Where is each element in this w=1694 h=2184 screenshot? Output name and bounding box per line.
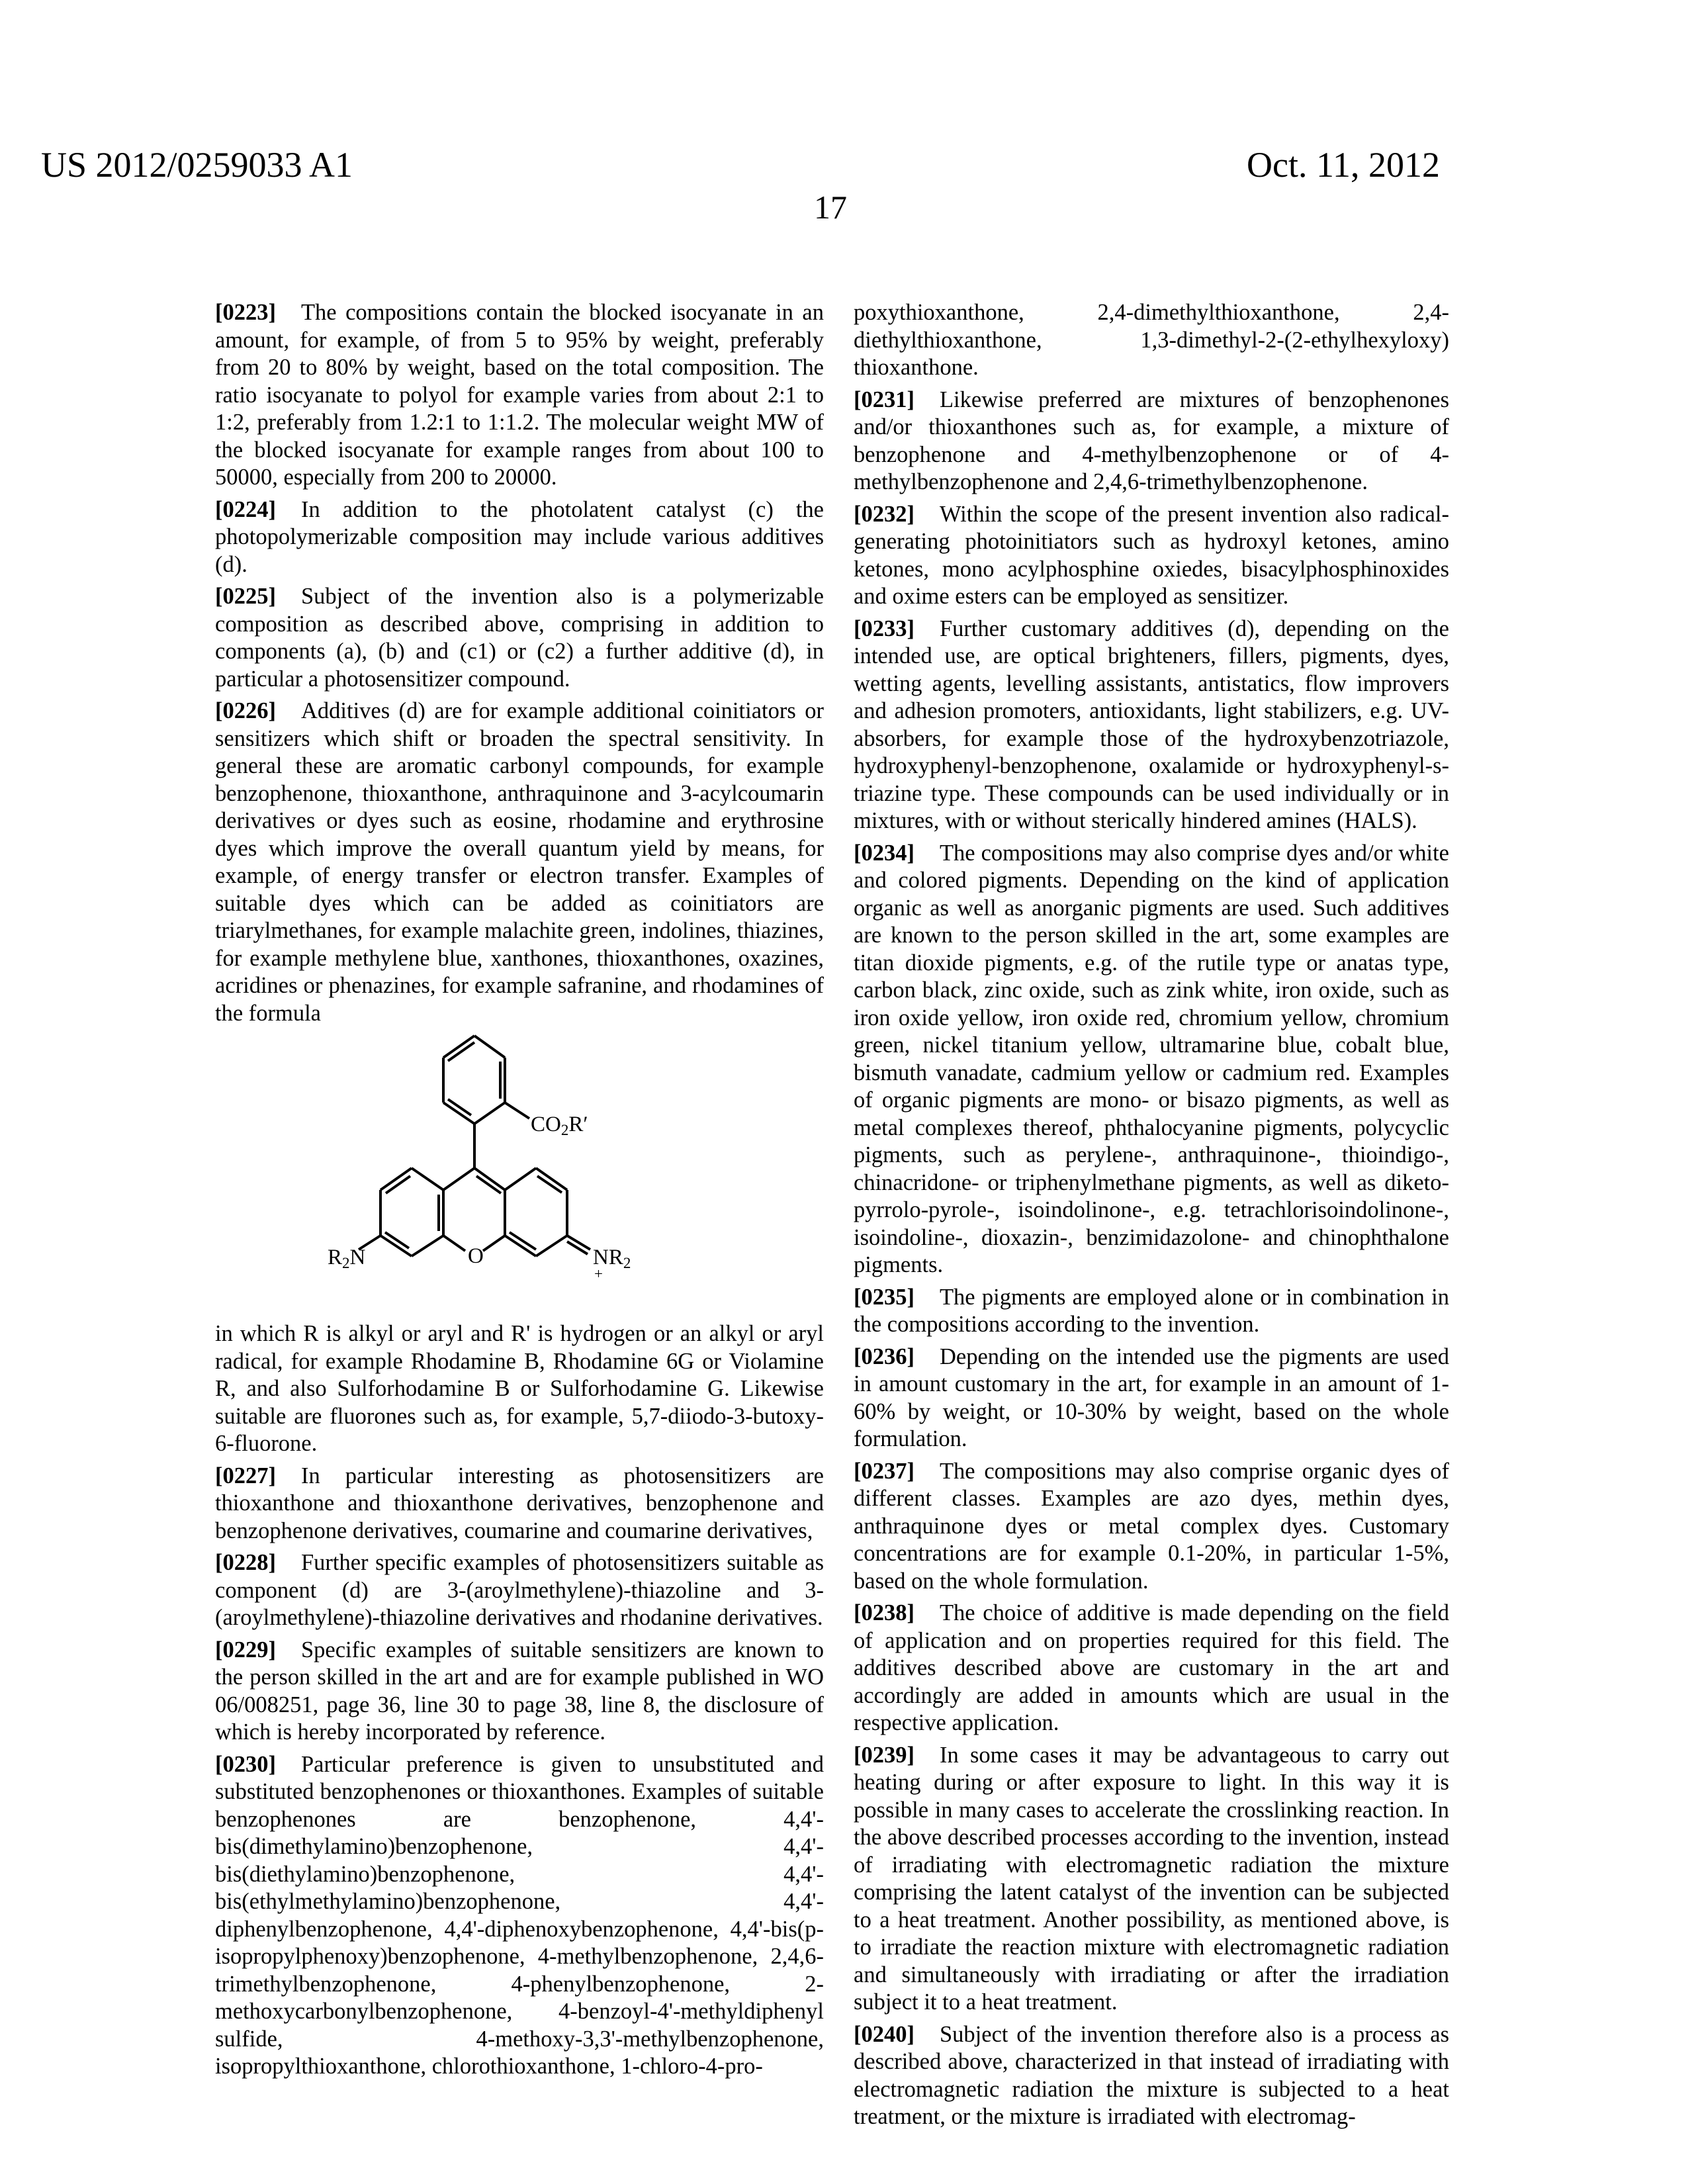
paragraph-number: [0227] (215, 1463, 276, 1488)
paragraph-number: [0224] (215, 497, 276, 522)
paragraph-number: [0235] (854, 1285, 914, 1310)
co2r-label: CO2R′ (531, 1113, 588, 1138)
paragraph-text: Particular preference is given to unsubstituted and substituted benzophenones or thioxanthones. Examples of suitable benzophenones are benzophenone, 4,4'-bis(dimethylamino)benzophenone, 4,4'-bis(diethylamino)benzophenone, 4,4'-bis(ethylmethylamino)benzophenone, 4,4'-diphenylbenzophenone, 4,4'-diphenoxybenzophenone, 4,4'-bis(p-isopropylphenoxy)benzophenone, 4-methylbenzophenone, 2,4,6-trimethylbenzophenone, 4-phenylbenzophenone, 2-methoxycarbonylbenzophenone, 4-benzoyl-4'-methyldiphenyl sulfide, 4-methoxy-3,3'-methylbenzophenone, isopropylthioxanthone, chlorothioxanthone, 1-chloro-4-pro- (215, 1752, 824, 2079)
paragraph-number: [0237] (854, 1459, 914, 1484)
paragraph-number: [0240] (854, 2022, 914, 2047)
paragraph-number: [0231] (854, 387, 914, 412)
paragraph-number: [0234] (854, 841, 914, 866)
paragraph-text: Subject of the invention also is a polymerizable composition as described above, comprising in addition to components (a), (b) and (c1) or (c2) a further additive (d), in particular a photosensitizer compound. (215, 584, 824, 692)
paragraph-number: [0239] (854, 1743, 914, 1768)
paragraph-text: Depending on the intended use the pigments are used in amount customary in the art, for example in an amount of 1-60% by weight, or 10-30% by weight, based on the whole formulation. (854, 1344, 1449, 1452)
paragraph (854, 1284, 1449, 1339)
paragraph (854, 1742, 1449, 2017)
paragraph-number: [0223] (215, 300, 276, 325)
paragraph-text: The choice of additive is made depending on the field of application and on properties required for this field. The additives described above are customary in the art and accordingly are added in amounts which are usual in the respective application. (854, 1600, 1449, 1735)
publication-date: Oct. 11, 2012 (1247, 144, 1440, 185)
paragraph-text: The compositions contain the blocked isocyanate in an amount, for example, of from 5 to 95% by weight, preferably from 20 to 80% by weight, based on the total composition. The ratio isocyanate to polyol for example varies from about 2:1 to 1:2, preferably from 1.2:1 to 1:1.2. The molecular weight MW of the blocked isocyanate for example ranges from about 100 to 50000, especially from 200 to 20000. (215, 300, 824, 490)
paragraph-number: [0226] (215, 698, 276, 723)
paragraph (854, 299, 1449, 382)
paragraph (854, 615, 1449, 835)
paragraph (215, 1463, 824, 1545)
paragraph-text: Within the scope of the present invention also radical-generating photoinitiators such as hydroxyl ketones, amino ketones, mono acylphosphine oxiedes, bisacylphosphinoxides and oxime esters can be employed as sensitizer. (854, 502, 1449, 610)
paragraph (215, 1751, 824, 2081)
paragraph (215, 698, 824, 1027)
oxygen-label: O (468, 1244, 484, 1268)
right-column (854, 299, 1449, 2136)
pendant-benzene-ring (443, 1036, 505, 1124)
nr2-label: NR2 (593, 1246, 631, 1271)
r2n-label: R2N (328, 1246, 366, 1271)
paragraph (215, 299, 824, 492)
paragraph (215, 496, 824, 579)
xanthene-core (359, 1168, 590, 1256)
paragraph-number: [0228] (215, 1550, 276, 1575)
paragraph (854, 2021, 1449, 2131)
paragraph-number: [0236] (854, 1344, 914, 1369)
paragraph-number: [0229] (215, 1637, 276, 1662)
paragraph-text: The pigments are employed alone or in combination in the compositions according to the invention. (854, 1285, 1449, 1338)
rhodamine-structure-diagram (304, 979, 728, 1284)
paragraph (854, 501, 1449, 611)
paragraph (854, 840, 1449, 1279)
paragraph-number: [0238] (854, 1600, 914, 1625)
publication-number: US 2012/0259033 A1 (41, 144, 353, 185)
page-number: 17 (814, 188, 847, 226)
paragraph-text: Subject of the invention therefore also is a process as described above, characterized in that instead of irradiating with electromagnetic radiation the mixture is subjected to a heat treatment, or the mixture is irradiated with electromag- (854, 2022, 1449, 2130)
left-column-bottom (215, 1320, 824, 2085)
paragraph (854, 1458, 1449, 1596)
paragraph-number: [0233] (854, 616, 914, 641)
paragraph-text: Further specific examples of photosensitizers suitable as component (d) are 3-(aroylmethylene)-thiazoline and 3-(aroylmethylene)-thiazoline derivatives and rhodanine derivatives. (215, 1550, 824, 1630)
paragraph-text: poxythioxanthone, 2,4-dimethylthioxanthone, 2,4-diethylthioxanthone, 1,3-dimethyl-2-(2-ethylhexyloxy) thioxanthone. (854, 300, 1449, 380)
paragraph-number: [0230] (215, 1752, 276, 1777)
paragraph-text: In particular interesting as photosensitizers are thioxanthone and thioxanthone derivatives, benzophenone and benzophenone derivatives, coumarine and coumarine derivatives, (215, 1463, 824, 1543)
paragraph-text: Specific examples of suitable sensitizers are known to the person skilled in the art and are for example published in WO 06/008251, page 36, line 30 to page 38, line 8, the disclosure of which is hereby incorporated by reference. (215, 1637, 824, 1745)
paragraph-text: The compositions may also comprise dyes and/or white and colored pigments. Depending on the kind of application organic as well as anorganic pigments are used. Such additives are known to the person skilled in the art, some examples are titan dioxide pigments, e.g. of the rutile type or anatas type, carbon black, zinc oxide, such as zink white, iron oxide, such as iron oxide yellow, iron oxide red, chromium yellow, chromium green, nickel titanium yellow, ultramarine blue, cobalt blue, bismuth vanadate, cadmium yellow or cadmium red. Examples of organic pigments are mono- or bisazo pigments, as well as metal complexes thereof, phthalocyanine pigments, polycyclic pigments, such as perylene-, anthraquinone-, thioindigo-, chinacridone- or triphenylmethane pigments, as well as diketo-pyrrolo-pyrole-, isoindolinone-, e.g. tetrachlorisoindolinone-, isoindoline-, dioxazin-, benzimidazolone- and chinophthalone pigments. (854, 841, 1449, 1278)
paragraph (215, 1637, 824, 1747)
left-column-top (215, 299, 824, 1032)
paragraph-text: Additives (d) are for example additional coinitiators or sensitizers which shift or broaden the spectral sensitivity. In general these are aromatic carbonyl compounds, for example benzophenone, thioxanthone, anthraquinone and 3-acylcoumarin derivatives or dyes such as eosine, rhodamine and erythrosine dyes which improve the overall quantum yield by means, for example, of energy transfer or electron transfer. Examples of suitable dyes which can be added as coinitiators are triarylmethanes, for example malachite green, indolines, thiazines, for example methylene blue, xanthones, thioxanthones, oxazines, acridines or phenazines, for example safranine, and rhodamines of the formula (215, 698, 824, 1026)
paragraph (854, 1343, 1449, 1453)
paragraph-text: In some cases it may be advantageous to carry out heating during or after exposure to light. In this way it is possible in many cases to accelerate the crosslinking reaction. In the above described processes according to the invention, instead of irradiating with electromagnetic radiation the mixture comprising the latent catalyst of the invention can be subjected to a heat treatment. Another possibility, as mentioned above, is to irradiate the reaction mixture with electromagnetic radiation and simultaneously with irradiating or after the irradiation subject it to a heat treatment. (854, 1743, 1449, 2015)
paragraph-number: [0232] (854, 502, 914, 527)
paragraph-text: Likewise preferred are mixtures of benzophenones and/or thioxanthones such as, for example, a mixture of benzophenone and 4-methylbenzophenone or of 4-methylbenzophenone and 2,4,6-trimethylbenzophenone. (854, 387, 1449, 495)
paragraph (215, 1320, 824, 1458)
paragraph-text: The compositions may also comprise organic dyes of different classes. Examples are azo dyes, methin dyes, anthraquinone dyes or metal complex dyes. Customary concentrations are for example 0.1-20%, in particular 1-5%, based on the whole formulation. (854, 1459, 1449, 1594)
paragraph-text: Further customary additives (d), depending on the intended use, are optical brighteners, fillers, pigments, dyes, wetting agents, levelling assistants, antistatics, flow improvers and adhesion promoters, antioxidants, light stabilizers, e.g. UV-absorbers, for example those of the hydroxybenzotriazole, hydroxyphenyl-benzophenone, oxalamide or hydroxyphenyl-s-triazine type. These compounds can be used individually or in mixtures, with or without sterically hindered amines (HALS). (854, 616, 1449, 834)
paragraph-text: In addition to the photolatent catalyst (c) the photopolymerizable composition may include various additives (d). (215, 497, 824, 577)
plus-charge-label: + (594, 1265, 603, 1282)
paragraph (215, 1549, 824, 1632)
paragraph (854, 387, 1449, 496)
paragraph (215, 583, 824, 693)
paragraph (854, 1600, 1449, 1737)
paragraph-text: in which R is alkyl or aryl and R' is hydrogen or an alkyl or aryl radical, for example Rhodamine B, Rhodamine 6G or Violamine R, and also Sulforhodamine B or Sulforhodamine G. Likewise suitable are fluorones such as, for example, 5,7-diiodo-3-butoxy-6-fluorone. (215, 1321, 824, 1456)
paragraph-number: [0225] (215, 584, 276, 609)
